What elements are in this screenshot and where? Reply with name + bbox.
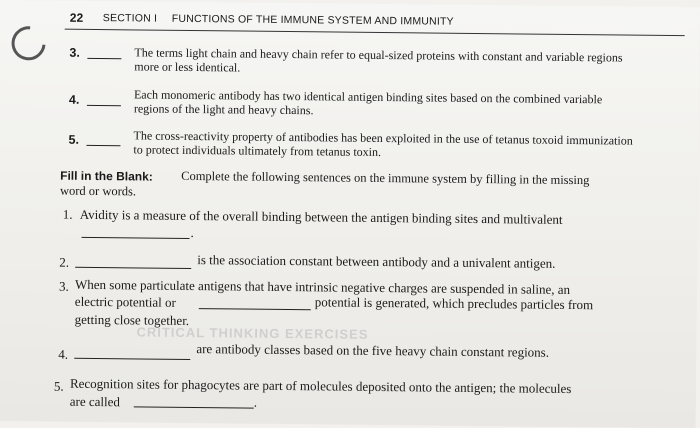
fill-item-text: are antibody classes based on the five heavy chain constant regions. [196,341,550,360]
fill-item-text: Recognition sites for phagocytes are part of molecules deposited onto the antigen; the molecules [69,375,572,397]
fill-item-number: 1. [62,206,73,222]
fill-item-end: . [253,394,258,410]
fill-answer-blank[interactable] [134,406,254,408]
fill-item-text: is the association constant between antibody and a univalent antigen. [197,252,556,271]
header-rule [65,29,685,36]
section-instructions-cont: word or words. [59,183,137,199]
fill-item-text: electric potential or [74,293,176,310]
section-instructions: Complete the following sentences on the immune system by filling in the missing [181,168,590,188]
fill-item-text: potential is generated, which precludes particles from [314,294,594,313]
page-header-title: FUNCTIONS OF THE IMMUNE SYSTEM AND IMMUNITY [171,12,454,28]
binder-ring-icon [5,19,53,67]
tf-answer-blank[interactable] [86,145,120,146]
tf-item-text: The terms light chain and heavy chain refer to equal-sized proteins with constant and variable regions more or less identical. [134,45,623,75]
fill-answer-blank[interactable] [75,267,191,269]
fill-item-text: Avidity is a measure of the overall binding between the antigen binding sites and multivalent [79,206,563,227]
tf-answer-blank[interactable] [87,105,121,106]
fill-item-number: 5. [53,378,64,394]
fill-item-number: 4. [58,346,69,362]
fill-item-end: . [190,225,194,241]
tf-item-number: 4. [68,92,80,107]
fill-item-number: 2. [59,254,70,270]
fill-item-text: When some particulate antigens that have intrinsic negative charges are suspended in saline, an [74,276,571,297]
fill-item-number: 3. [58,278,69,294]
tf-answer-blank[interactable] [87,58,121,59]
fill-item-text: are called [69,393,121,410]
tf-item-text: Each monomeric antibody has two identical antigen binding sites based on the combined variable regions of the light and heavy chains. [133,87,603,118]
page-number: 22 [69,10,84,25]
watermark-text: CRITICAL THINKING EXERCISES [136,324,369,342]
tf-item-number: 5. [68,132,80,147]
tf-item-text: The cross-reactivity property of antibodies has been exploited in the use of tetanus toxoid immunization to protect individuals ultimately from tetanus toxin. [133,128,633,159]
fill-answer-blank[interactable] [82,237,190,239]
section-label: SECTION I [102,12,158,25]
fill-answer-blank[interactable] [74,358,190,360]
tf-item-number: 3. [69,45,80,60]
fill-item-text: getting close together. [74,311,190,328]
section-heading: Fill in the Blank: [60,168,153,184]
fill-answer-blank[interactable] [199,308,311,310]
